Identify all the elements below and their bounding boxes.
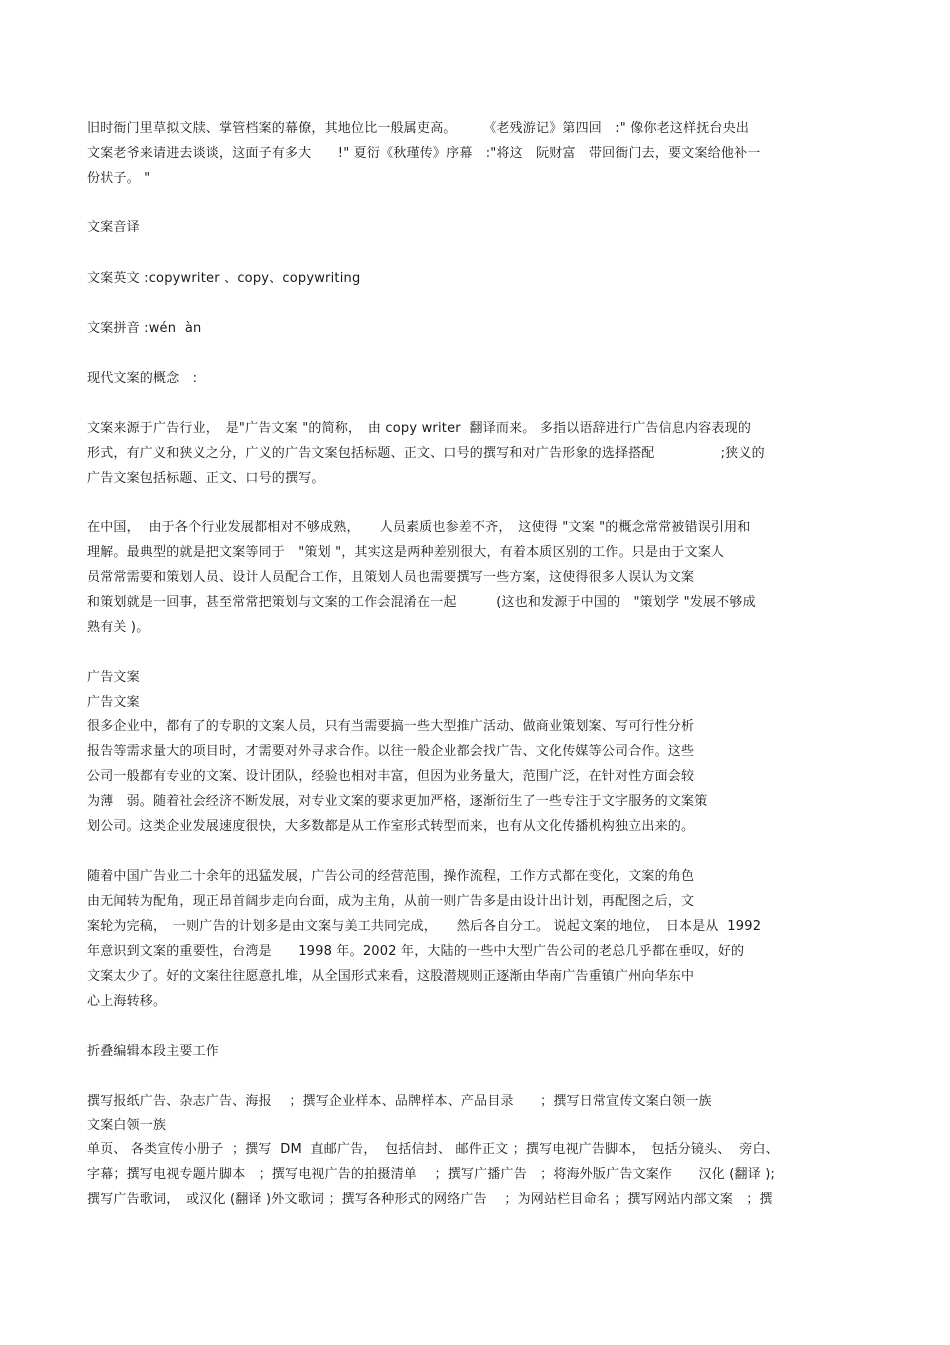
text-line: 形式，有广义和狭义之分，广义的广告文案包括标题、正文、口号的撰写和对广告形象的选择搭配 ;狭义的 [87,446,765,461]
text-line: 字幕；撰写电视专题片脚本 ；撰写电视广告的拍摄清单 ；撰写广播广告 ；将海外版广告文案作 汉化 (翻译 ); [87,1167,776,1182]
section-heading: 文案音译 [87,220,140,235]
text-line: 单页、 各类宣传小册子 ；撰写 DM 直邮广告， 包括信封、 邮件正文 ；撰写电视广告脚本， 包括分镜头、 旁白、 [87,1142,779,1157]
text-line: 撰写广告歌词， 或汉化 (翻译 )外文歌词 ；撰写各种形式的网络广告 ；为网站栏目命名 ；撰写网站内部文案 ；撰 [87,1192,773,1207]
text-line: 和策划就是一回事，甚至常常把策划与文案的工作会混淆在一起 (这也和发源于中国的 "策划学 "发展不够成 [87,595,756,610]
text-line: 由无闻转为配角，现正昂首阔步走向台面，成为主角，从前一则广告多是由设计出计划，再配图之后，文 [87,894,695,909]
text-line: 很多企业中，都有了的专职的文案人员，只有当需要搞一些大型推广活动、做商业策划案、写可行性分析 [87,719,695,734]
section-heading: 广告文案 [87,670,140,685]
text-line: 广告文案包括标题、正文、口号的撰写。 [87,471,325,486]
text-line: 随着中国广告业二十余年的迅猛发展，广告公司的经营范围，操作流程，工作方式都在变化，文案的角色 [87,869,695,884]
text-line: 理解。最典型的就是把文案等同于 "策划 "，其实这是两种差别很大，有着本质区别的工作。只是由于文案人 [87,545,725,560]
text-line: 文案白领一族 [87,1118,167,1133]
section-heading: 广告文案 [87,695,140,710]
text-line: 在中国， 由于各个行业发展都相对不够成熟， 人员素质也参差不齐， 这使得 "文案 "的概念常常被错误引用和 [87,520,751,535]
text-line: 撰写报纸广告、杂志广告、海报 ；撰写企业样本、品牌样本、产品目录 ；撰写日常宣传文案白领一族 [87,1094,712,1109]
text-line: 心上海转移。 [87,994,167,1009]
text-line: 划公司。这类企业发展速度很快，大多数都是从工作室形式转型而来，也有从文化传播机构独立出来的。 [87,819,695,834]
text-line: 报告等需求量大的项目时，才需要对外寻求合作。以往一般企业都会找广告、文化传媒等公司合作。这些 [87,744,695,759]
text-line: 文案老爷来请进去谈谈，这面子有多大 !" 夏衍《秋瑾传》序幕 :"将这 阮财富 带回衙门去，要文案给他补一 [87,146,761,161]
text-line: 文案拼音 :wén àn [87,321,202,336]
text-line: 文案英文 :copywriter 、copy、copywriting [87,271,361,286]
section-heading: 折叠编辑本段主要工作 [87,1044,220,1059]
text-line: 份状子。 " [87,171,151,186]
text-line: 熟有关 )。 [87,620,150,635]
text-line: 公司一般都有专业的文案、设计团队，经验也相对丰富，但因为业务量大，范围广泛，在针对性方面会较 [87,769,695,784]
text-line: 员常常需要和策划人员、设计人员配合工作，且策划人员也需要撰写一些方案，这使得很多人误认为文案 [87,570,695,585]
text-line: 文案来源于广告行业， 是"广告文案 "的简称， 由 copy writer 翻译而来。 多指以语辞进行广告信息内容表现的 [87,421,752,436]
text-line: 旧时衙门里草拟文牍、掌管档案的幕僚，其地位比一般属吏高。 《老残游记》第四回 :" 像你老这样抚台央出 [87,121,750,136]
text-line: 文案太少了。好的文案往往愿意扎堆，从全国形式来看，这股潜规则正逐渐由华南广告重镇广州向华东中 [87,969,695,984]
text-line: 为薄 弱。随着社会经济不断发展，对专业文案的要求更加严格，逐渐衍生了一些专注于文字服务的文案策 [87,794,708,809]
text-line: 年意识到文案的重要性，台湾是 1998 年。2002 年，大陆的一些中大型广告公司的老总几乎都在垂叹，好的 [87,944,745,959]
text-line: 案轮为完稿， 一则广告的计划多是由文案与美工共同完成， 然后各自分工。 说起文案的地位， 日本是从 1992 [87,919,762,934]
section-heading: 现代文案的概念 : [87,371,198,386]
